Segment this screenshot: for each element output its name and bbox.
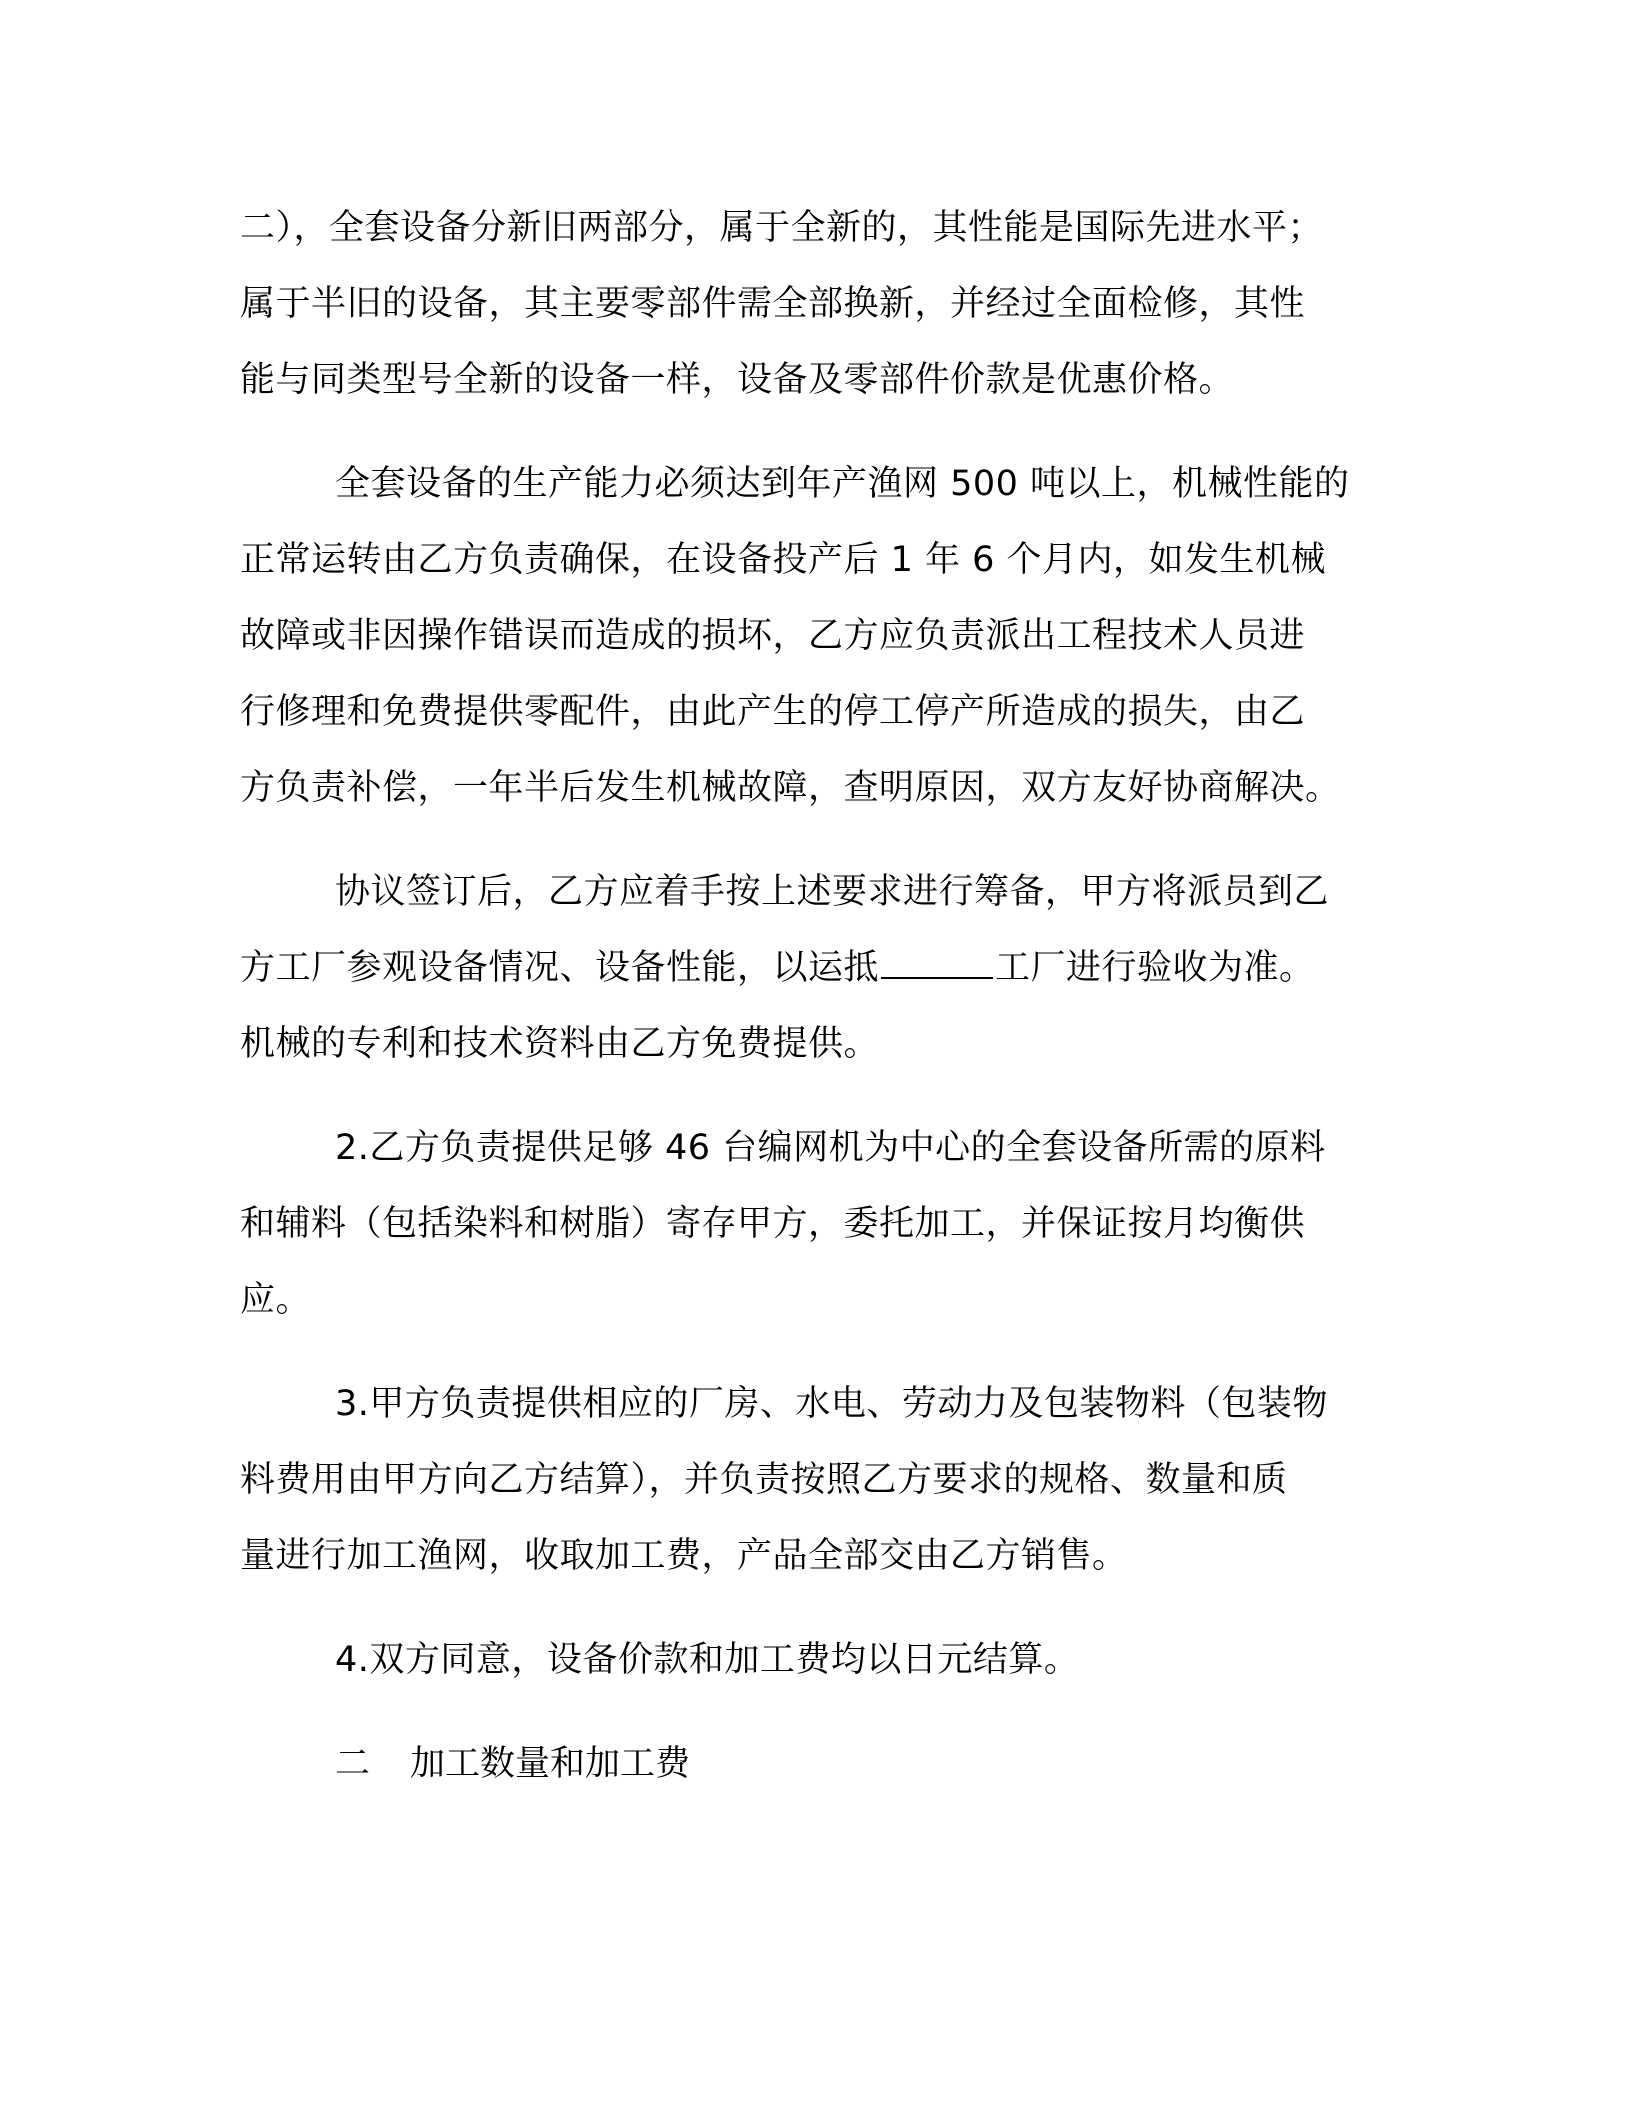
text-line: 行修理和免费提供零配件，由此产生的停工停产所造成的损失，由乙 bbox=[240, 692, 1306, 732]
fill-in-blank bbox=[881, 949, 993, 979]
text-fragment: 方工厂参观设备情况、设备性能，以运抵 bbox=[240, 948, 880, 988]
paragraph-clause-4 bbox=[240, 1622, 1390, 1698]
paragraph-equipment-condition bbox=[240, 190, 1390, 418]
paragraph-clause-2 bbox=[240, 1110, 1390, 1338]
section-number: 二 bbox=[335, 1744, 371, 1784]
text-line: 协议签订后，乙方应着手按上述要求进行筹备，甲方将派员到乙 bbox=[335, 872, 1330, 912]
text-line: 2.乙方负责提供足够 46 台编网机为中心的全套设备所需的原料 bbox=[335, 1128, 1326, 1168]
paragraph-inspection bbox=[240, 854, 1390, 1082]
section-title: 加工数量和加工费 bbox=[410, 1744, 691, 1784]
text-line: 二），全套设备分新旧两部分，属于全新的，其性能是国际先进水平； bbox=[240, 208, 1324, 248]
text-line bbox=[240, 930, 1390, 1006]
text-line: 故障或非因操作错误而造成的损坏，乙方应负责派出工程技术人员进 bbox=[240, 616, 1306, 656]
paragraph-production-capacity bbox=[240, 446, 1390, 826]
text-line: 量进行加工渔网，收取加工费，产品全部交由乙方销售。 bbox=[240, 1536, 1128, 1576]
paragraph-clause-3 bbox=[240, 1366, 1390, 1594]
text-line: 应。 bbox=[240, 1280, 312, 1320]
document-page bbox=[240, 190, 1390, 1802]
text-line: 3.甲方负责提供相应的厂房、水电、劳动力及包装物料（包装物 bbox=[335, 1384, 1328, 1424]
text-line: 属于半旧的设备，其主要零部件需全部换新，并经过全面检修，其性 bbox=[240, 284, 1306, 324]
text-fragment: 工厂进行验收为准。 bbox=[995, 948, 1315, 988]
text-line: 能与同类型号全新的设备一样，设备及零部件价款是优惠价格。 bbox=[240, 360, 1235, 400]
text-line: 正常运转由乙方负责确保，在设备投产后 1 年 6 个月内，如发生机械 bbox=[240, 540, 1327, 580]
text-line: 机械的专利和技术资料由乙方免费提供。 bbox=[240, 1024, 880, 1064]
text-line: 全套设备的生产能力必须达到年产渔网 500 吨以上，机械性能的 bbox=[335, 464, 1350, 504]
text-line: 和辅料（包括染料和树脂）寄存甲方，委托加工，并保证按月均衡供 bbox=[240, 1204, 1306, 1244]
section-heading bbox=[240, 1726, 1390, 1802]
text-line: 4.双方同意，设备价款和加工费均以日元结算。 bbox=[335, 1640, 1080, 1680]
text-line: 料费用由甲方向乙方结算），并负责按照乙方要求的规格、数量和质 bbox=[240, 1460, 1288, 1500]
text-line: 方负责补偿，一年半后发生机械故障，查明原因，双方友好协商解决。 bbox=[240, 768, 1341, 808]
